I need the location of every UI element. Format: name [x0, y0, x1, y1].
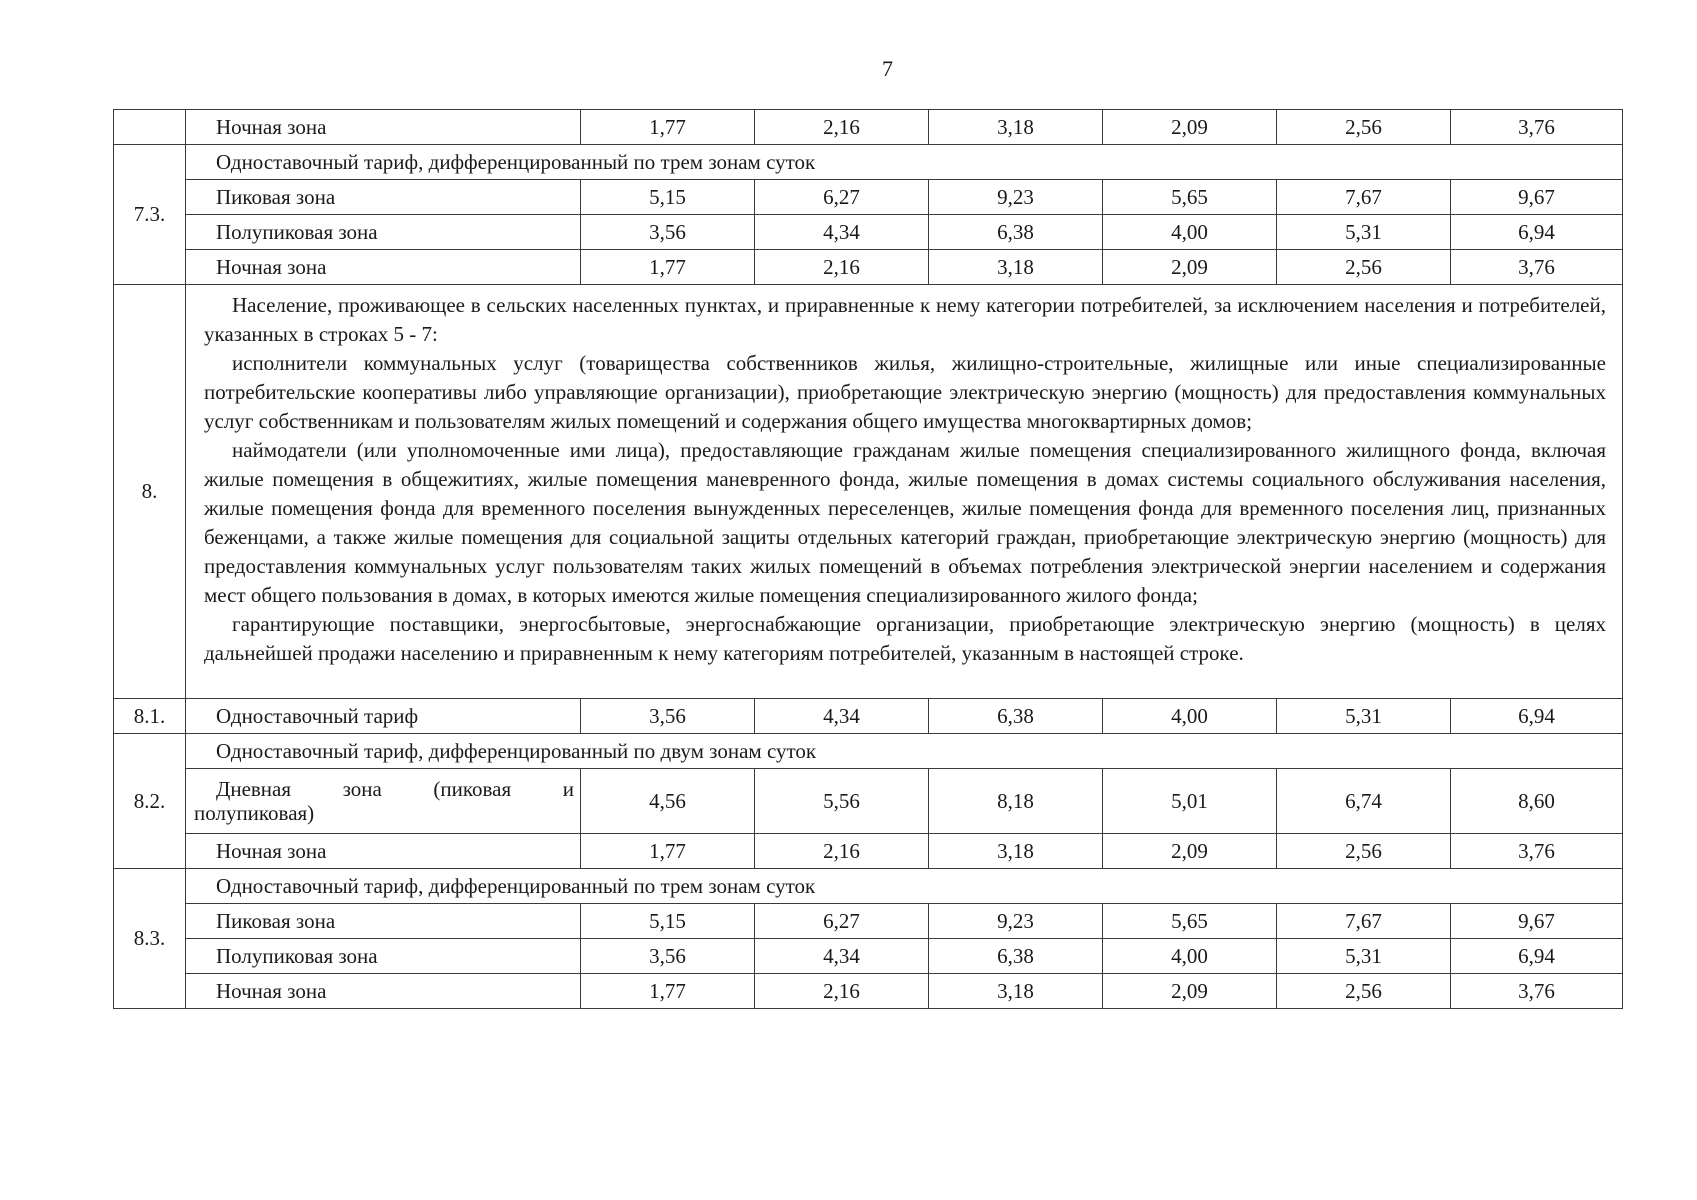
- value-cell: 4,34: [755, 215, 929, 250]
- value-cell: 4,00: [1103, 939, 1277, 974]
- value-cell: 5,65: [1103, 180, 1277, 215]
- row-label-line: Дневная зона (пиковая и: [216, 776, 574, 801]
- table-row: [114, 250, 1623, 285]
- row-label: Одноставочный тариф: [186, 699, 581, 734]
- value-cell: 6,27: [755, 180, 929, 215]
- value-cell: 6,38: [929, 939, 1103, 974]
- category-description: [186, 285, 1623, 699]
- description-paragraph: исполнители коммунальных услуг (товарищества собственников жилья, жилищно-строительные, жилищные или иные специализированные потребительские кооперативы либо управляющие организации), приобретающие электрическую энергию (мощность) для предоставления коммунальных услуг собственникам и пользователям жилых помещений и содержания общего имущества многоквартирных домов;: [204, 351, 1606, 433]
- value-cell: 2,16: [755, 974, 929, 1009]
- section-header: Одноставочный тариф, дифференцированный по трем зонам суток: [186, 145, 1623, 180]
- tariff-table: [113, 109, 1623, 1009]
- table-row: [114, 834, 1623, 869]
- table-row: [114, 180, 1623, 215]
- value-cell: 3,18: [929, 834, 1103, 869]
- value-cell: 2,09: [1103, 834, 1277, 869]
- value-cell: 2,09: [1103, 110, 1277, 145]
- section-header: Одноставочный тариф, дифференцированный по двум зонам суток: [186, 734, 1623, 769]
- table-row: [114, 145, 1623, 180]
- value-cell: 7,67: [1277, 904, 1451, 939]
- value-cell: 7,67: [1277, 180, 1451, 215]
- value-cell: 4,34: [755, 699, 929, 734]
- table-row: [114, 285, 1623, 699]
- row-label: Полупиковая зона: [186, 215, 581, 250]
- value-cell: 6,38: [929, 215, 1103, 250]
- value-cell: 3,56: [581, 939, 755, 974]
- page-number: 7: [882, 56, 893, 81]
- value-cell: 5,56: [755, 769, 929, 834]
- table-row: [114, 974, 1623, 1009]
- value-cell: 6,38: [929, 699, 1103, 734]
- table-row: [114, 734, 1623, 769]
- description-paragraph: наймодатели (или уполномоченные ими лица), предоставляющие гражданам жилые помещения специализированного жилищного фонда, включая жилые помещения в общежитиях, жилые помещения маневренного фонда, жилые помещения в домах системы социального обслуживания населения, жилые помещения фонда для временного поселения вынужденных переселенцев, жилые помещения фонда для временного поселения лиц, признанных беженцами, а также жилые помещения для социальной защиты отдельных категорий граждан, приобретающие электрическую энергию (мощность) для предоставления коммунальных услуг пользователям таких жилых помещений в объемах потребления электрической энергии населением и содержания мест общего пользования в домах, в которых имеются жилые помещения специализированного жилого фонда;: [204, 438, 1606, 607]
- value-cell: 3,76: [1451, 974, 1623, 1009]
- value-cell: 1,77: [581, 834, 755, 869]
- value-cell: 1,77: [581, 974, 755, 1009]
- value-cell: 5,31: [1277, 699, 1451, 734]
- value-cell: 6,27: [755, 904, 929, 939]
- row-label: Полупиковая зона: [186, 939, 581, 974]
- value-cell: 8,18: [929, 769, 1103, 834]
- table-row: [114, 939, 1623, 974]
- table-row: [114, 904, 1623, 939]
- value-cell: 4,34: [755, 939, 929, 974]
- value-cell: 2,56: [1277, 110, 1451, 145]
- value-cell: 5,31: [1277, 939, 1451, 974]
- row-number: 8.3.: [114, 869, 186, 1009]
- value-cell: 2,56: [1277, 834, 1451, 869]
- row-label: Пиковая зона: [186, 180, 581, 215]
- value-cell: 2,56: [1277, 250, 1451, 285]
- table-row: [114, 699, 1623, 734]
- value-cell: 3,56: [581, 699, 755, 734]
- table-row: [114, 110, 1623, 145]
- row-label: Ночная зона: [186, 250, 581, 285]
- value-cell: 6,94: [1451, 215, 1623, 250]
- value-cell: 3,76: [1451, 834, 1623, 869]
- row-number: 8.1.: [114, 699, 186, 734]
- value-cell: 2,16: [755, 110, 929, 145]
- value-cell: 5,15: [581, 904, 755, 939]
- row-label: Ночная зона: [186, 110, 581, 145]
- row-label: Ночная зона: [186, 834, 581, 869]
- value-cell: 4,00: [1103, 215, 1277, 250]
- value-cell: 9,67: [1451, 904, 1623, 939]
- value-cell: 8,60: [1451, 769, 1623, 834]
- row-label: [186, 769, 581, 834]
- row-label: Пиковая зона: [186, 904, 581, 939]
- row-label: Ночная зона: [186, 974, 581, 1009]
- row-number: 8.: [114, 285, 186, 699]
- value-cell: 5,65: [1103, 904, 1277, 939]
- value-cell: 4,56: [581, 769, 755, 834]
- value-cell: 2,09: [1103, 250, 1277, 285]
- description-paragraph: Население, проживающее в сельских населенных пунктах, и приравненные к нему категории потребителей, за исключением населения и потребителей, указанных в строках 5 - 7:: [204, 293, 1606, 346]
- value-cell: 5,31: [1277, 215, 1451, 250]
- value-cell: 3,76: [1451, 250, 1623, 285]
- row-number: 7.3.: [114, 145, 186, 285]
- section-header: Одноставочный тариф, дифференцированный по трем зонам суток: [186, 869, 1623, 904]
- value-cell: 3,18: [929, 250, 1103, 285]
- value-cell: 5,01: [1103, 769, 1277, 834]
- value-cell: 2,09: [1103, 974, 1277, 1009]
- value-cell: 9,23: [929, 904, 1103, 939]
- value-cell: 2,16: [755, 250, 929, 285]
- value-cell: 3,56: [581, 215, 755, 250]
- value-cell: 1,77: [581, 250, 755, 285]
- value-cell: 1,77: [581, 110, 755, 145]
- row-number: [114, 110, 186, 145]
- table-row: [114, 869, 1623, 904]
- value-cell: 9,23: [929, 180, 1103, 215]
- value-cell: 6,74: [1277, 769, 1451, 834]
- table-row: [114, 769, 1623, 834]
- value-cell: 2,56: [1277, 974, 1451, 1009]
- value-cell: 3,18: [929, 110, 1103, 145]
- value-cell: 9,67: [1451, 180, 1623, 215]
- value-cell: 3,18: [929, 974, 1103, 1009]
- value-cell: 6,94: [1451, 939, 1623, 974]
- value-cell: 2,16: [755, 834, 929, 869]
- value-cell: 5,15: [581, 180, 755, 215]
- row-number: 8.2.: [114, 734, 186, 869]
- description-paragraph: гарантирующие поставщики, энергосбытовые, энергоснабжающие организации, приобретающие электрическую энергию (мощность) в целях дальнейшей продажи населению и приравненным к нему категориям потребителей, указанным в настоящей строке.: [204, 612, 1606, 665]
- value-cell: 6,94: [1451, 699, 1623, 734]
- row-label-line: полупиковая): [194, 801, 315, 825]
- value-cell: 3,76: [1451, 110, 1623, 145]
- table-row: [114, 215, 1623, 250]
- value-cell: 4,00: [1103, 699, 1277, 734]
